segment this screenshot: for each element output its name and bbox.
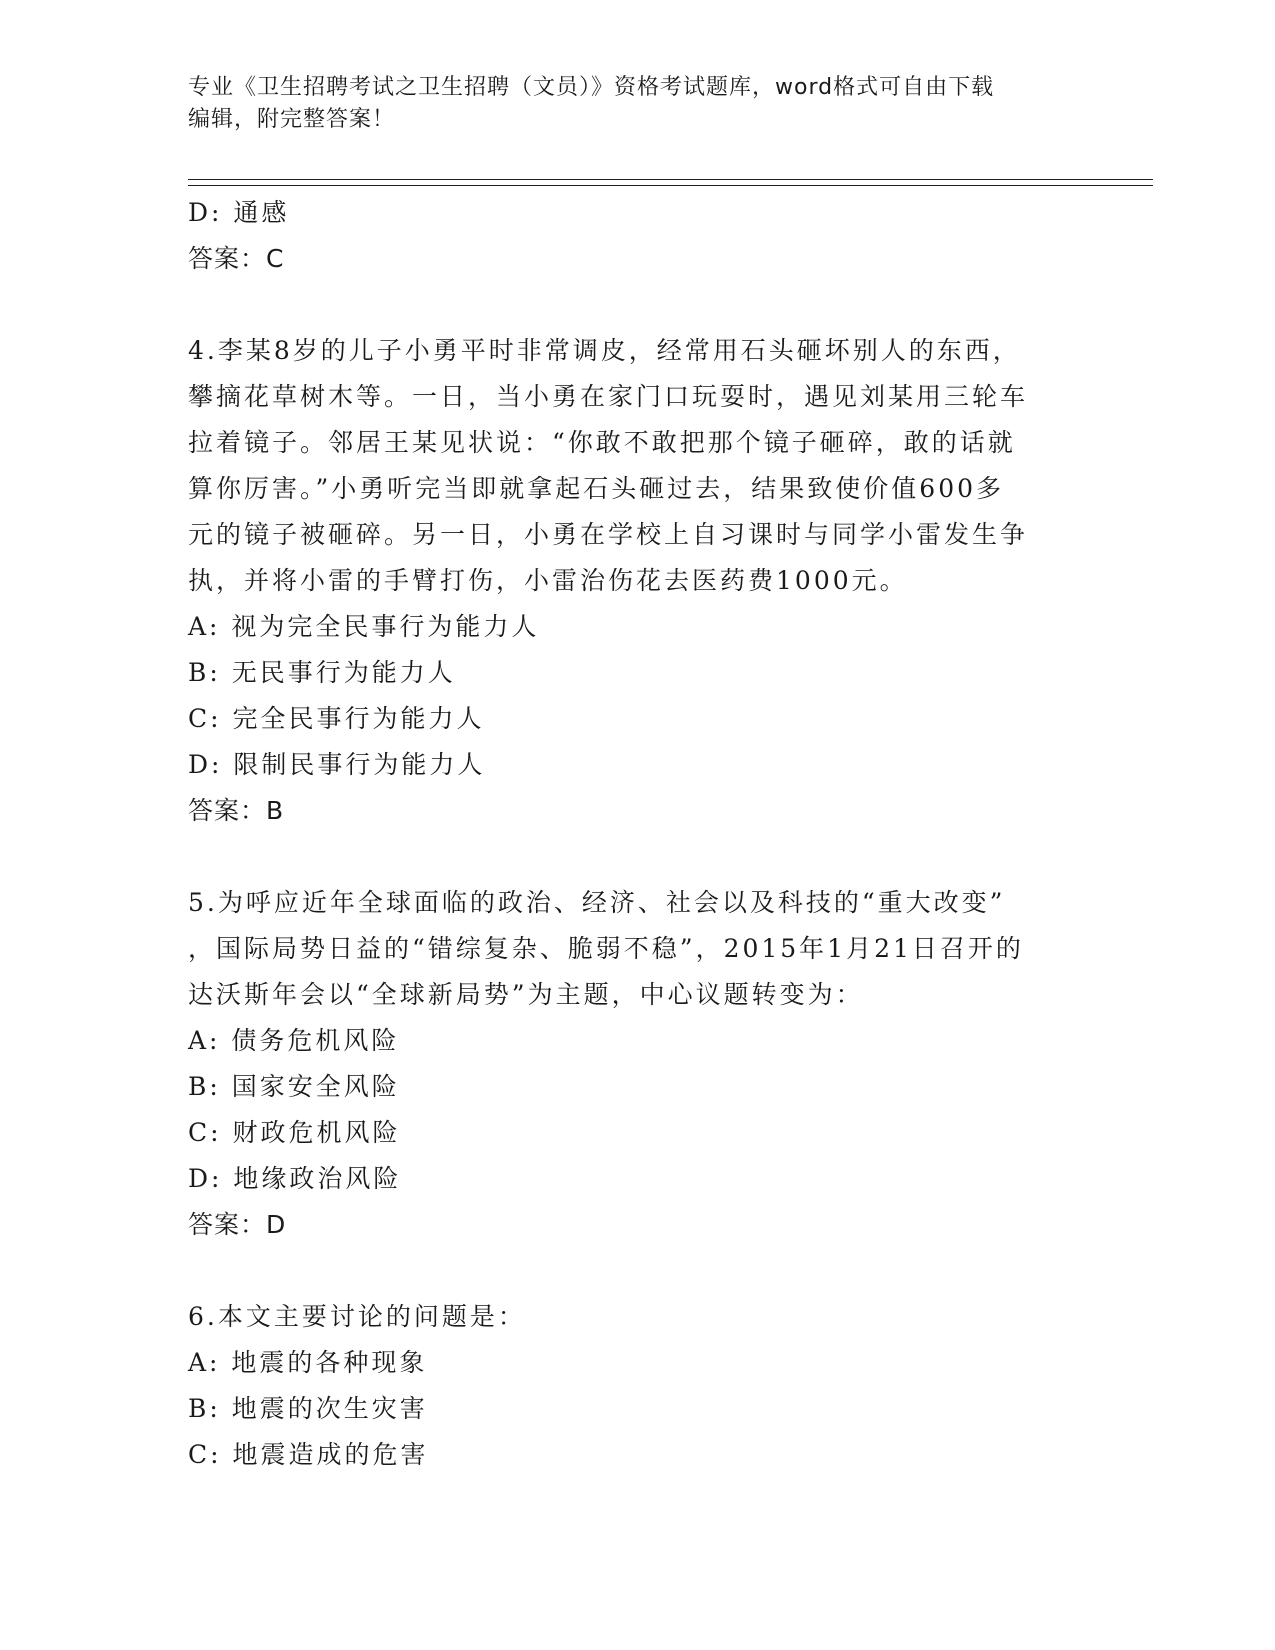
question-5 <box>188 880 1088 1248</box>
prev-option-d: D: 通感 <box>188 198 290 227</box>
question-5-option-b: B: 国家安全风险 <box>188 1072 400 1101</box>
question-4-answer: 答案：B <box>188 796 285 825</box>
question-6-line: 6.本文主要讨论的问题是： <box>188 1302 526 1331</box>
question-4-option-c: C: 完全民事行为能力人 <box>188 704 485 733</box>
question-4-option-d: D: 限制民事行为能力人 <box>188 750 486 779</box>
spacer <box>188 282 1088 328</box>
question-4-line: 执，并将小雷的手臂打伤，小雷治伤花去医药费1000元。 <box>188 566 908 595</box>
question-5-line: 达沃斯年会以“全球新局势”为主题，中心议题转变为： <box>188 980 864 1009</box>
question-5-answer: 答案：D <box>188 1210 287 1239</box>
document-body <box>188 190 1088 1478</box>
header-line-1: 专业《卫生招聘考试之卫生招聘（文员）》资格考试题库，word格式可自由下载 <box>188 75 995 100</box>
question-6-option-a: A: 地震的各种现象 <box>188 1348 428 1377</box>
header-rule-top <box>188 179 1153 180</box>
question-6-option-c: C: 地震造成的危害 <box>188 1440 429 1469</box>
question-4-line: 算你厉害。”小勇听完当即就拿起石头砸过去，结果致使价值600多 <box>188 474 1005 503</box>
question-5-option-a: A: 债务危机风险 <box>188 1026 400 1055</box>
question-5-line: ，国际局势日益的“错综复杂、脆弱不稳”，2015年1月21日召开的 <box>188 934 1024 963</box>
question-5-line: 5.为呼应近年全球面临的政治、经济、社会以及科技的“重大改变” <box>188 888 1006 917</box>
spacer <box>188 1248 1088 1294</box>
question-4-option-a: A: 视为完全民事行为能力人 <box>188 612 540 641</box>
question-4-option-b: B: 无民事行为能力人 <box>188 658 456 687</box>
header-rule-bottom <box>188 185 1153 186</box>
question-4-line: 拉着镜子。邻居王某见状说：“你敢不敢把那个镜子砸碎，敢的话就 <box>188 428 1016 457</box>
question-4-line: 4.李某8岁的儿子小勇平时非常调皮，经常用石头砸坏别人的东西， <box>188 336 1021 365</box>
prev-answer: 答案：C <box>188 244 285 273</box>
question-4-line: 攀摘花草树木等。一日，当小勇在家门口玩耍时，遇见刘某用三轮车 <box>188 382 1029 411</box>
question-4-line: 元的镜子被砸碎。另一日，小勇在学校上自习课时与同学小雷发生争 <box>188 520 1029 549</box>
question-6 <box>188 1294 1088 1478</box>
header-line-2: 编辑，附完整答案！ <box>188 107 396 132</box>
question-5-option-d: D: 地缘政治风险 <box>188 1164 402 1193</box>
question-6-option-b: B: 地震的次生灾害 <box>188 1394 428 1423</box>
spacer <box>188 834 1088 880</box>
question-4 <box>188 328 1088 834</box>
page-header <box>188 72 1088 136</box>
question-5-option-c: C: 财政危机风险 <box>188 1118 401 1147</box>
